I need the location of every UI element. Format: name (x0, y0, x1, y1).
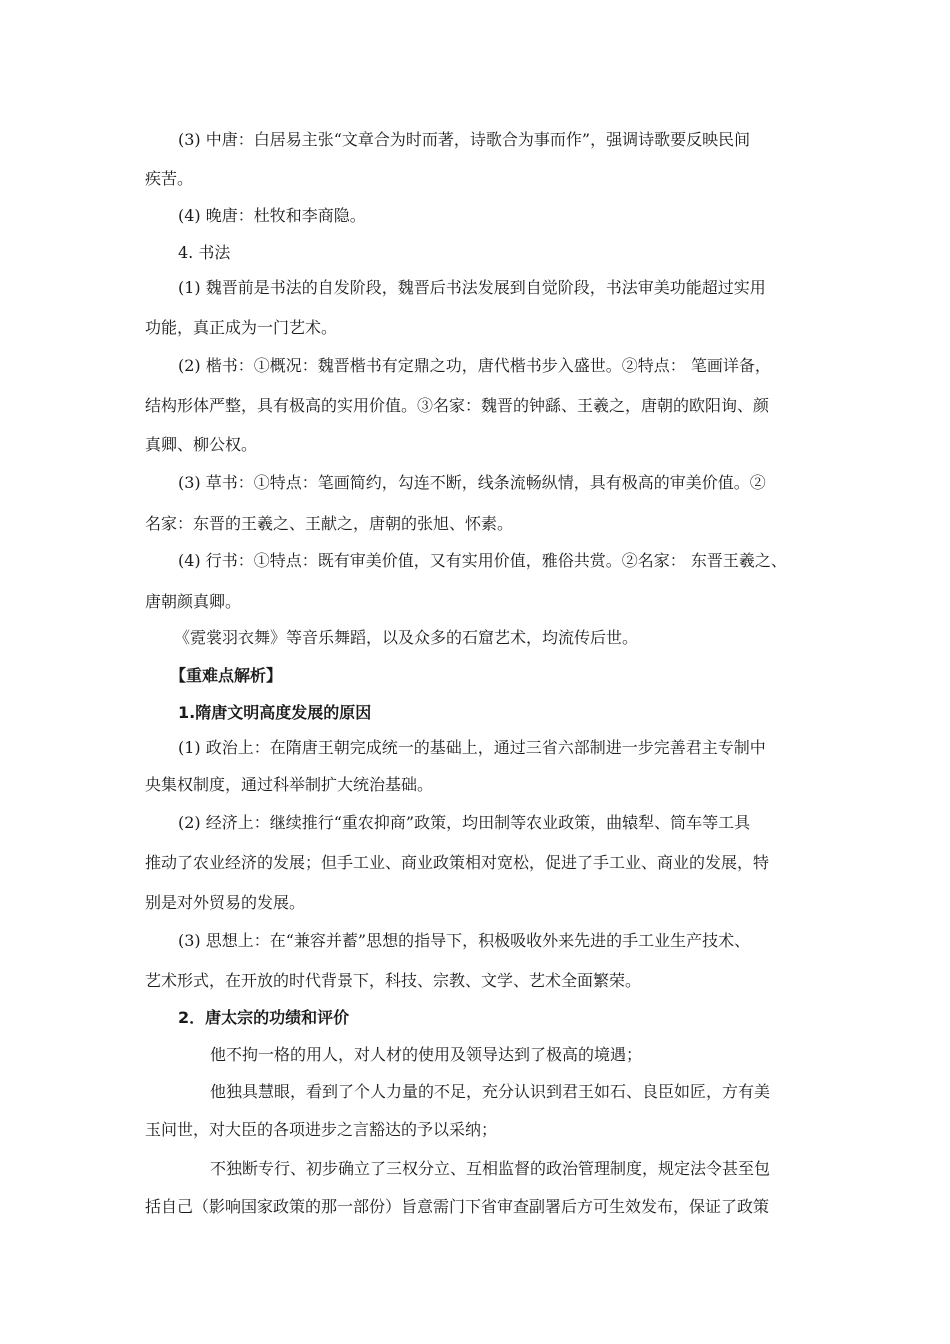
text-line: 疾苦。 (145, 169, 194, 188)
text-line: 玉问世，对大臣的各项进步之言豁达的予以采纳； (145, 1120, 498, 1139)
text-line: 别是对外贸易的发展。 (145, 893, 306, 912)
subsection-heading: 1.隋唐文明高度发展的原因 (178, 703, 372, 722)
text-line: 真卿、柳公权。 (145, 435, 258, 454)
subsection-heading: 2．唐太宗的功绩和评价 (178, 1008, 350, 1027)
text-line: (3) 思想上：在“兼容并蓄”思想的指导下，积极吸收外来先进的手工业生产技术、 (178, 931, 751, 950)
text-line: 唐朝颜真卿。 (145, 592, 242, 611)
text-line: 功能，真正成为一门艺术。 (145, 318, 338, 337)
text-line: (4) 行书：①特点：既有审美价值，又有实用价值，雅俗共赏。②名家： 东晋王羲之、 (178, 551, 787, 570)
text-line: 他独具慧眼，看到了个人力量的不足，充分认识到君王如石、良臣如匠，方有美 (210, 1082, 771, 1101)
text-line: (3) 中唐：白居易主张“文章合为时而著，诗歌合为事而作”，强调诗歌要反映民间 (178, 130, 751, 149)
text-line: 他不拘一格的用人，对人材的使用及领导达到了极高的境遇； (210, 1045, 643, 1064)
text-line: (3) 草书：①特点：笔画简约，勾连不断，线条流畅纵情，具有极高的审美价值。② (178, 473, 766, 492)
text-line: 不独断专行、初步确立了三权分立、互相监督的政治管理制度，规定法令甚至包 (210, 1159, 771, 1178)
text-line: 名家：东晋的王羲之、王献之，唐朝的张旭、怀素。 (145, 514, 514, 533)
text-line: (2) 楷书：①概况：魏晋楷书有定鼎之功，唐代楷书步入盛世。②特点： 笔画详备， (178, 356, 771, 375)
section-heading: 【重难点解析】 (170, 666, 283, 685)
text-line: 结构形体严整，具有极高的实用价值。③名家：魏晋的钟繇、王羲之，唐朝的欧阳询、颜 (145, 396, 770, 415)
section-heading: 4. 书法 (178, 243, 231, 262)
text-line: 括自己（影响国家政策的那一部份）旨意需门下省审查副署后方可生效发布，保证了政策 (145, 1197, 770, 1216)
text-line: (1) 政治上：在隋唐王朝完成统一的基础上，通过三省六部制进一步完善君主专制中 (178, 738, 766, 757)
text-line: 艺术形式，在开放的时代背景下，科技、宗教、文学、艺术全面繁荣。 (145, 971, 642, 990)
text-line: (1) 魏晋前是书法的自发阶段，魏晋后书法发展到自觉阶段，书法审美功能超过实用 (178, 278, 766, 297)
text-line: 央集权制度，通过科举制扩大统治基础。 (145, 775, 434, 794)
text-line: 推动了农业经济的发展；但手工业、商业政策相对宽松，促进了手工业、商业的发展，特 (145, 853, 770, 872)
text-line: 《霓裳羽衣舞》等音乐舞蹈，以及众多的石窟艺术，均流传后世。 (174, 628, 639, 647)
text-line: (4) 晚唐：杜牧和李商隐。 (178, 206, 366, 225)
text-line: (2) 经济上：继续推行“重农抑商”政策，均田制等农业政策，曲辕犁、筒车等工具 (178, 813, 751, 832)
